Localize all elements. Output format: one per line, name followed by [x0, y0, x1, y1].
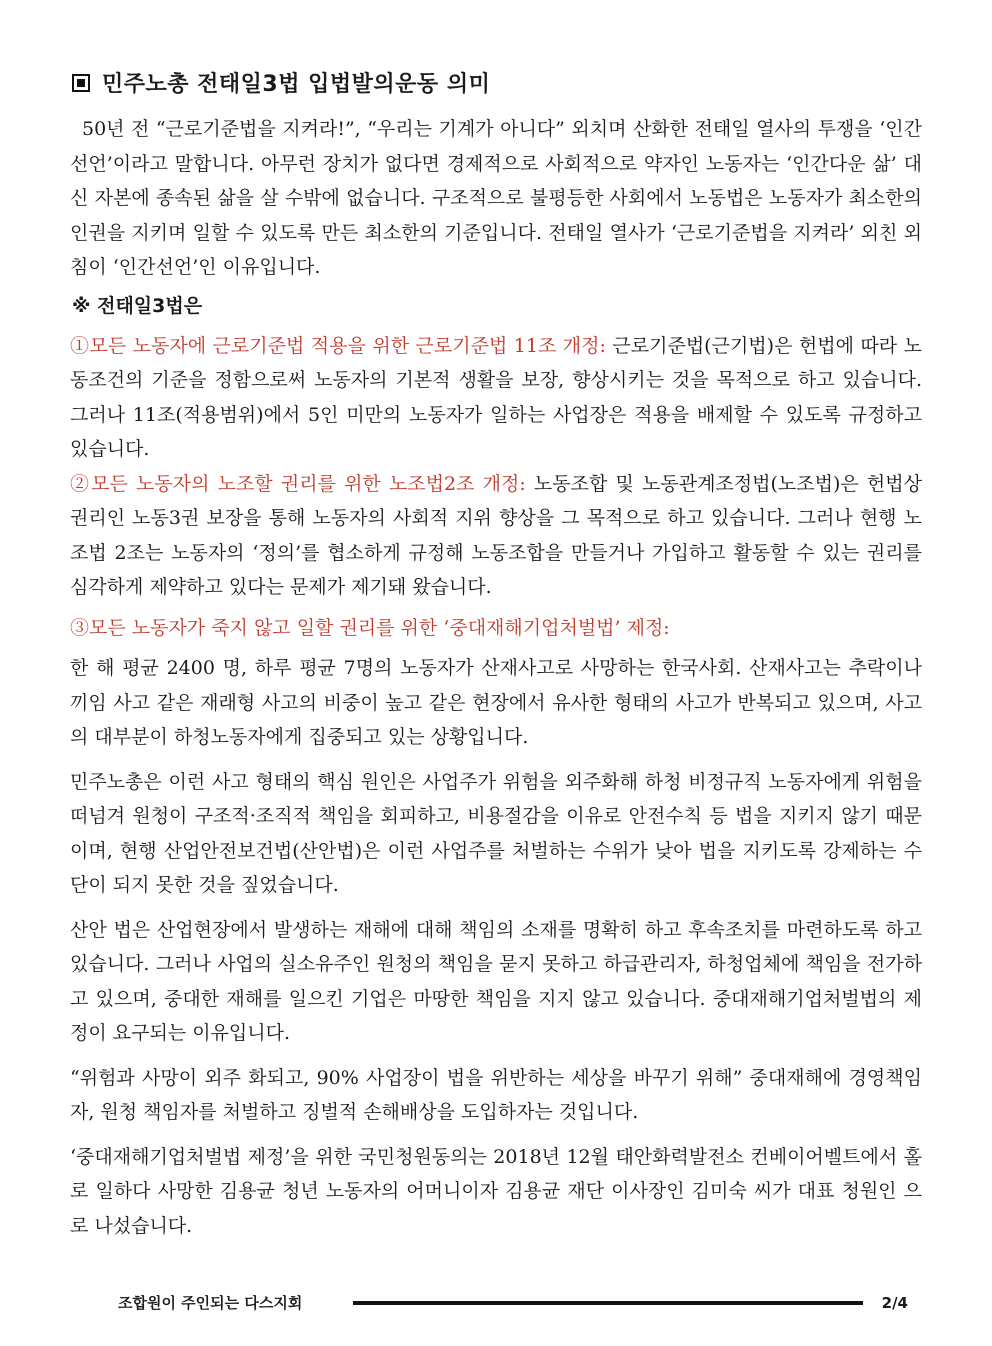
footer-rule	[353, 1301, 863, 1305]
law-item-2	[70, 467, 922, 605]
subheading: ※ 전태일3법은	[72, 294, 203, 317]
law-item-1-title: ①모든 노동자에 근로기준법 적용을 위한 근로기준법 11조 개정:	[70, 334, 606, 357]
law-item-3	[70, 611, 922, 646]
intro-paragraph: 50년 전 “근로기준법을 지켜라!”, “우리는 기계가 아니다” 외치며 산화한 전태일 열사의 투쟁을 ‘인간선언’이라고 말합니다. 아무런 장치가 없다면 경제적으로 사회적으로 약자인 노동자는 ‘인간다운 삶’ 대신 자본에 종속된 삶을 살 수밖에 없습니다. 구조적으로 불평등한 사회에서 노동법은 노동자가 최소한의 인권을 지키며 일할 수 있도록 만든 최소한의 기준입니다. 전태일 열사가 ‘근로기준법을 지켜라’ 외친 외침이 ‘인간선언’인 이유입니다.	[70, 118, 922, 278]
body-paragraph: 한 해 평균 2400 명, 하루 평균 7명의 노동자가 산재사고로 사망하는 한국사회. 산재사고는 추락이나 끼임 사고 같은 재래형 사고의 비중이 높고 같은 현장에서 유사한 형태의 사고가 반복되고 있으며, 사고의 대부분이 하청노동자에게 집중되고 있는 상황입니다.	[70, 657, 922, 748]
body-paragraph: 산안 법은 산업현장에서 발생하는 재해에 대해 책임의 소재를 명확히 하고 후속조치를 마련하도록 하고 있습니다. 그러나 사업의 실소유주인 원청의 책임을 묻지 못하고 하급관리자, 하청업체에 책임을 전가하고 있으며, 중대한 재해를 일으킨 기업은 마땅한 책임을 지지 않고 있습니다. 중대재해기업처벌법의 제정이 요구되는 이유입니다.	[70, 918, 922, 1044]
page-footer	[118, 1290, 908, 1316]
body-paragraph: ‘중대재해기업처벌법 제정’을 위한 국민청원동의는 2018년 12월 태안화력발전소 컨베이어벨트에서 홀로 일하다 사망한 김용균 청년 노동자의 어머니이자 김용균 재단 이사장인 김미숙 씨가 대표 청원인 으로 나섰습니다.	[70, 1145, 922, 1237]
section-heading	[72, 70, 922, 100]
filled-square-icon	[72, 74, 90, 92]
law-item-1-text: 근로기준법(근기법)은 헌법에 따라 노동조건의 기준을 정함으로써 노동자의 기본적 생활을 보장, 향상시키는 것을 목적으로 하고 있습니다. 그러나 11조(적용범위)에서 5인 미만의 노동자가 일하는 사업장은 적용을 배제할 수 있도록 규정하고 있습니다.	[70, 334, 922, 460]
section-heading-text: 민주노총 전태일3법 입법발의운동 의미	[102, 72, 491, 97]
footer-title: 조합원이 주인되는 다스지회	[118, 1294, 303, 1312]
body-paragraph: “위험과 사망이 외주 화되고, 90% 사업장이 법을 위반하는 세상을 바꾸기 위해” 중대재해에 경영책임자, 원청 책임자를 처벌하고 징벌적 손해배상을 도입하자는 것입니다.	[70, 1066, 922, 1123]
law-item-2-title: ②모든 노동자의 노조할 권리를 위한 노조법2조 개정:	[70, 472, 526, 495]
law-item-3-title: ③모든 노동자가 죽지 않고 일할 권리를 위한 ‘중대재해기업처벌법’ 제정:	[70, 616, 670, 639]
body-paragraph: 민주노총은 이런 사고 형태의 핵심 원인은 사업주가 위험을 외주화해 하청 비정규직 노동자에게 위험을 떠넘겨 원청이 구조적·조직적 책임을 회피하고, 비용절감을 이유로 안전수칙 등 법을 지키지 않기 때문이며, 현행 산업안전보건법(산안법)은 이런 사업주를 처벌하는 수위가 낮아 법을 지키도록 강제하는 수단이 되지 못한 것을 짚었습니다.	[70, 770, 922, 896]
law-item-2-text: 노동조합 및 노동관계조정법(노조법)은 헌법상 권리인 노동3권 보장을 통해 노동자의 사회적 지위 향상을 그 목적으로 하고 있습니다. 그러나 현행 노조법 2조는 노동자의 ‘정의’를 협소하게 규정해 노동조합을 만들거나 가입하고 활동할 수 있는 권리를 심각하게 제약하고 있다는 문제가 제기돼 왔습니다.	[70, 472, 922, 598]
law-item-1	[70, 329, 922, 467]
page-number: 2/4	[881, 1294, 908, 1312]
document-page	[70, 70, 922, 1243]
